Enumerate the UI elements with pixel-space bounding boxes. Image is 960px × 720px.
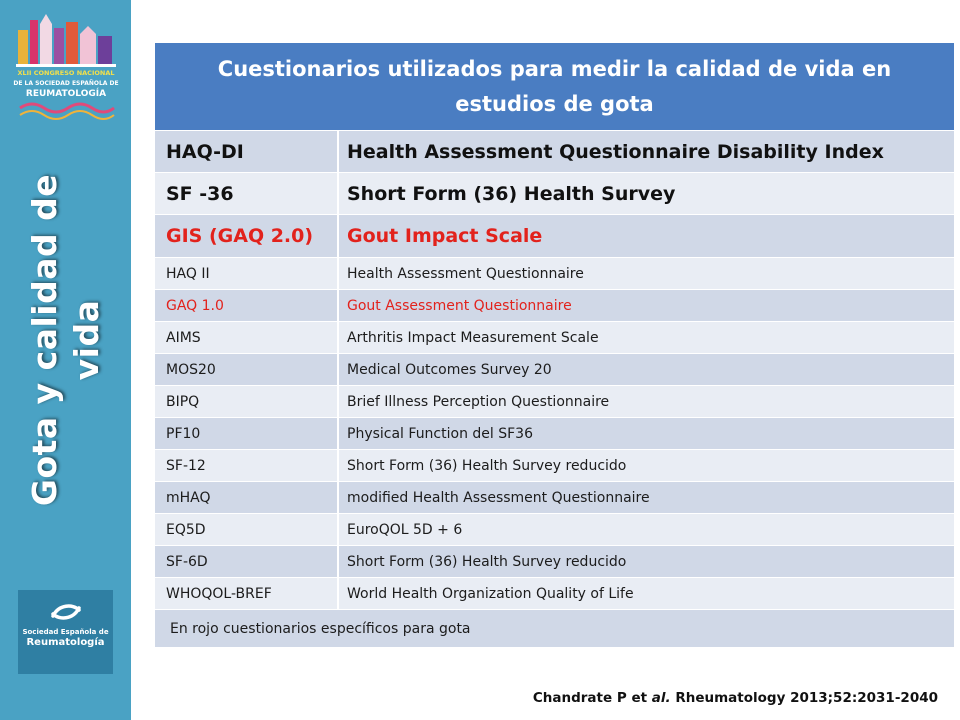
row-full-name: Gout Assessment Questionnaire — [347, 297, 572, 314]
congress-logo — [10, 8, 122, 126]
row-abbreviation: GAQ 1.0 — [155, 290, 339, 321]
table-row — [155, 545, 954, 577]
table-row — [155, 481, 954, 513]
citation — [533, 690, 938, 706]
table-row — [155, 353, 954, 385]
row-full-name: Health Assessment Questionnaire — [347, 265, 584, 282]
society-logo — [18, 590, 113, 674]
row-full-name: Medical Outcomes Survey 20 — [347, 361, 552, 378]
row-abbreviation: WHOQOL-BREF — [155, 578, 339, 609]
row-full-name: EuroQOL 5D + 6 — [347, 521, 463, 538]
citation-journal: Rheumatology 2013;52:2031-2040 — [675, 690, 938, 706]
svg-text:REUMATOLOGÍA: REUMATOLOGÍA — [25, 89, 107, 99]
row-full-name: Short Form (36) Health Survey reducido — [347, 457, 627, 474]
table-note-row — [155, 609, 954, 647]
table-row — [155, 257, 954, 289]
row-abbreviation: EQ5D — [155, 514, 339, 545]
row-abbreviation: BIPQ — [155, 386, 339, 417]
side-title: Gota y calidad de vida — [25, 173, 106, 507]
row-abbreviation: SF-6D — [155, 546, 339, 577]
row-full-name: Short Form (36) Health Survey — [347, 182, 676, 205]
table-title: Cuestionarios utilizados para medir la calidad de vida en estudios de gota — [155, 43, 954, 130]
row-abbreviation: PF10 — [155, 418, 339, 449]
table-row — [155, 449, 954, 481]
table-row — [155, 321, 954, 353]
table-row — [155, 385, 954, 417]
row-full-name: modified Health Assessment Questionnaire — [347, 489, 650, 506]
table-row — [155, 289, 954, 321]
svg-text:DE LA SOCIEDAD ESPAÑOLA DE: DE LA SOCIEDAD ESPAÑOLA DE — [13, 80, 119, 87]
row-full-name: Physical Function del SF36 — [347, 425, 533, 442]
row-abbreviation: mHAQ — [155, 482, 339, 513]
table-row — [155, 513, 954, 545]
citation-etal: al. — [651, 690, 671, 706]
sidebar — [0, 0, 131, 720]
row-full-name: Brief Illness Perception Questionnaire — [347, 393, 610, 410]
table-row — [155, 417, 954, 449]
row-abbreviation: HAQ-DI — [155, 131, 339, 172]
row-abbreviation: AIMS — [155, 322, 339, 353]
row-full-name: Gout Impact Scale — [347, 225, 543, 247]
society-logo-line1: Sociedad Española de — [22, 628, 109, 636]
table-row — [155, 130, 954, 172]
row-full-name: Health Assessment Questionnaire Disability Index — [347, 140, 884, 163]
table-note: En rojo cuestionarios específicos para gota — [170, 620, 471, 637]
society-emblem-icon — [49, 600, 83, 624]
table-row — [155, 172, 954, 214]
row-full-name: Arthritis Impact Measurement Scale — [347, 329, 599, 346]
row-abbreviation: SF -36 — [155, 173, 339, 214]
table-row — [155, 214, 954, 257]
row-abbreviation: GIS (GAQ 2.0) — [155, 215, 339, 257]
table-row — [155, 577, 954, 609]
society-logo-line2: Reumatología — [26, 637, 105, 648]
questionnaire-table — [155, 43, 954, 647]
row-abbreviation: HAQ II — [155, 258, 339, 289]
svg-text:XLII CONGRESO NACIONAL: XLII CONGRESO NACIONAL — [17, 69, 115, 77]
row-full-name: World Health Organization Quality of Life — [347, 585, 634, 602]
row-abbreviation: SF-12 — [155, 450, 339, 481]
row-abbreviation: MOS20 — [155, 354, 339, 385]
citation-authors: Chandrate P et — [532, 690, 648, 706]
row-full-name: Short Form (36) Health Survey reducido — [347, 553, 627, 570]
